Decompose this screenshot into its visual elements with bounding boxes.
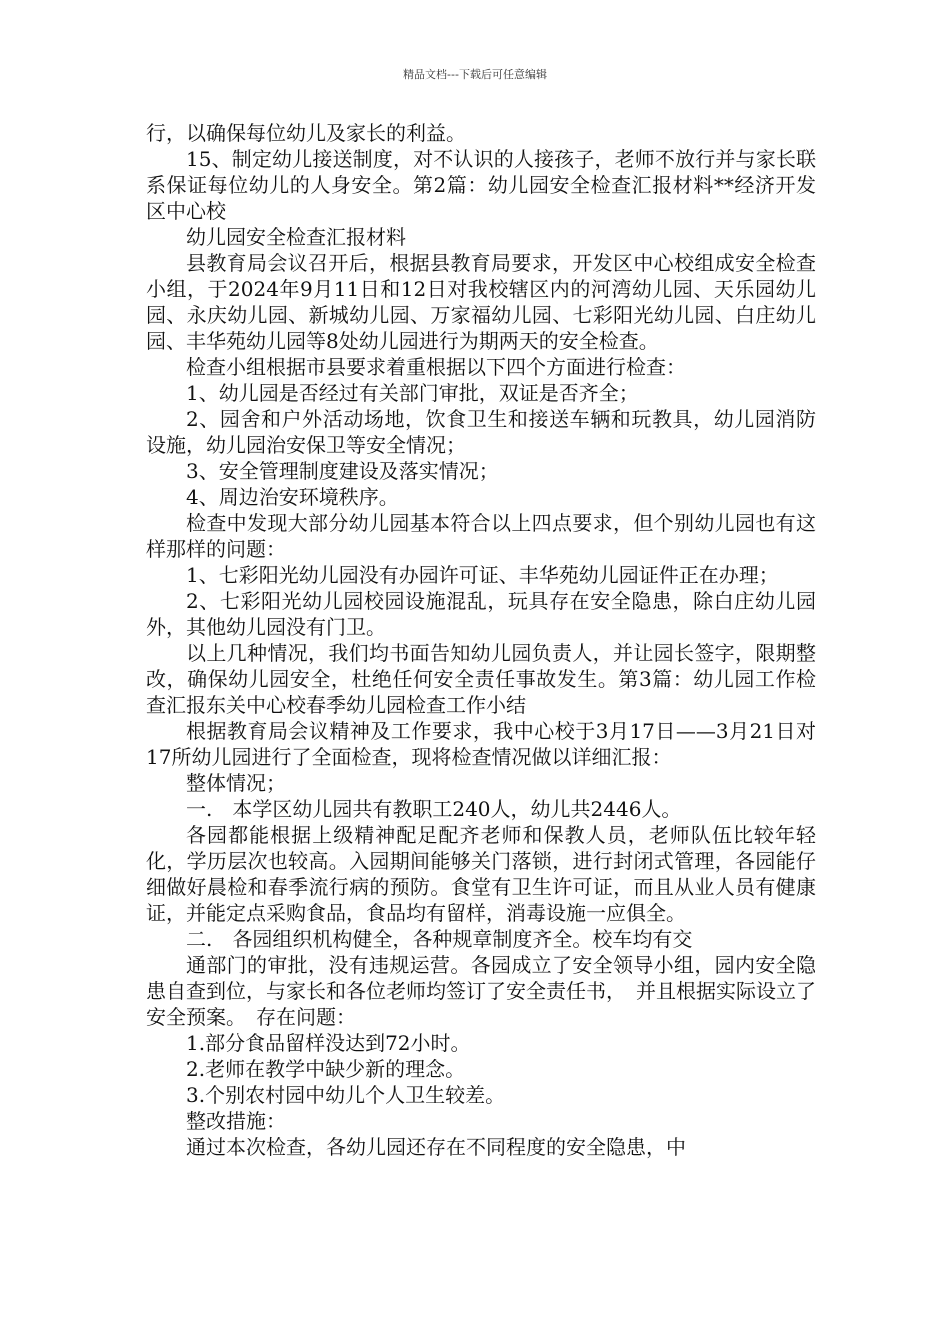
paragraph: 15、制定幼儿接送制度，对不认识的人接孩子，老师不放行并与家长联系保证每位幼儿的人身安全。第2篇：幼儿园安全检查汇报材料**经济开发区中心校 — [146, 147, 816, 223]
paragraph: 3、安全管理制度建设及落实情况； — [186, 459, 499, 483]
paragraph: 通过本次检查，各幼儿园还存在不同程度的安全隐患，中 — [186, 1135, 686, 1159]
paragraph: 检查中发现大部分幼儿园基本符合以上四点要求，但个别幼儿园也有这样那样的问题： — [146, 511, 816, 561]
paragraph: 1.部分食品留样没达到72小时。 — [186, 1031, 471, 1055]
paragraph: 根据教育局会议精神及工作要求，我中心校于3月17日——3月21日对17所幼儿园进行了全面检查，现将检查情况做以详细汇报： — [146, 719, 816, 769]
paragraph: 1、幼儿园是否经过有关部门审批，双证是否齐全； — [186, 381, 639, 405]
paragraph: 以上几种情况，我们均书面告知幼儿园负责人，并让园长签字，限期整改，确保幼儿园安全，杜绝任何安全责任事故发生。第3篇：幼儿园工作检查汇报东关中心校春季幼儿园检查工作小结 — [146, 641, 816, 717]
paragraph: 幼儿园安全检查汇报材料 — [186, 225, 406, 249]
paragraph: 2、园舍和户外活动场地，饮食卫生和接送车辆和玩教具，幼儿园消防设施，幼儿园治安保卫等安全情况； — [146, 407, 816, 457]
paragraph: 各园都能根据上级精神配足配齐老师和保教人员，老师队伍比较年轻化，学历层次也较高。入园期间能够关门落锁，进行封闭式管理，各园能仔细做好晨检和春季流行病的预防。食堂有卫生许可证，而且从业人员有健康证，并能定点采购食品，食品均有留样，消毒设施一应俱全。 — [146, 823, 816, 925]
document-body — [146, 120, 816, 1160]
paragraph: 2.老师在教学中缺少新的理念。 — [186, 1057, 466, 1081]
paragraph: 县教育局会议召开后，根据县教育局要求，开发区中心校组成安全检查小组，于2024年9月11日和12日对我校辖区内的河湾幼儿园、天乐园幼儿园、永庆幼儿园、新城幼儿园、万家福幼儿园、七彩阳光幼儿园、白庄幼儿园、丰华苑幼儿园等8处幼儿园进行为期两天的安全检查。 — [146, 251, 816, 353]
paragraph: 通部门的审批，没有违规运营。各园成立了安全领导小组，园内安全隐患自查到位，与家长和各位老师均签订了安全责任书， 并且根据实际设立了安全预案。 存在问题： — [146, 953, 816, 1029]
paragraph: 整体情况； — [186, 771, 286, 795]
paragraph: 检查小组根据市县要求着重根据以下四个方面进行检查： — [186, 355, 686, 379]
paragraph: 1、七彩阳光幼儿园没有办园许可证、丰华苑幼儿园证件正在办理； — [186, 563, 779, 587]
paragraph: 一. 本学区幼儿园共有教职工240人，幼儿共2446人。 — [186, 797, 682, 821]
paragraph: 2、七彩阳光幼儿园校园设施混乱，玩具存在安全隐患，除白庄幼儿园外，其他幼儿园没有门卫。 — [146, 589, 816, 639]
paragraph: 二. 各园组织机构健全，各种规章制度齐全。校车均有交 — [186, 927, 693, 951]
paragraph: 整改措施： — [186, 1109, 286, 1133]
paragraph: 行，以确保每位幼儿及家长的利益。 — [146, 121, 466, 145]
paragraph: 3.个别农村园中幼儿个人卫生较差。 — [186, 1083, 506, 1107]
paragraph: 4、周边治安环境秩序。 — [186, 485, 399, 509]
page-header: 精品文档---下载后可任意编辑 — [403, 68, 547, 81]
